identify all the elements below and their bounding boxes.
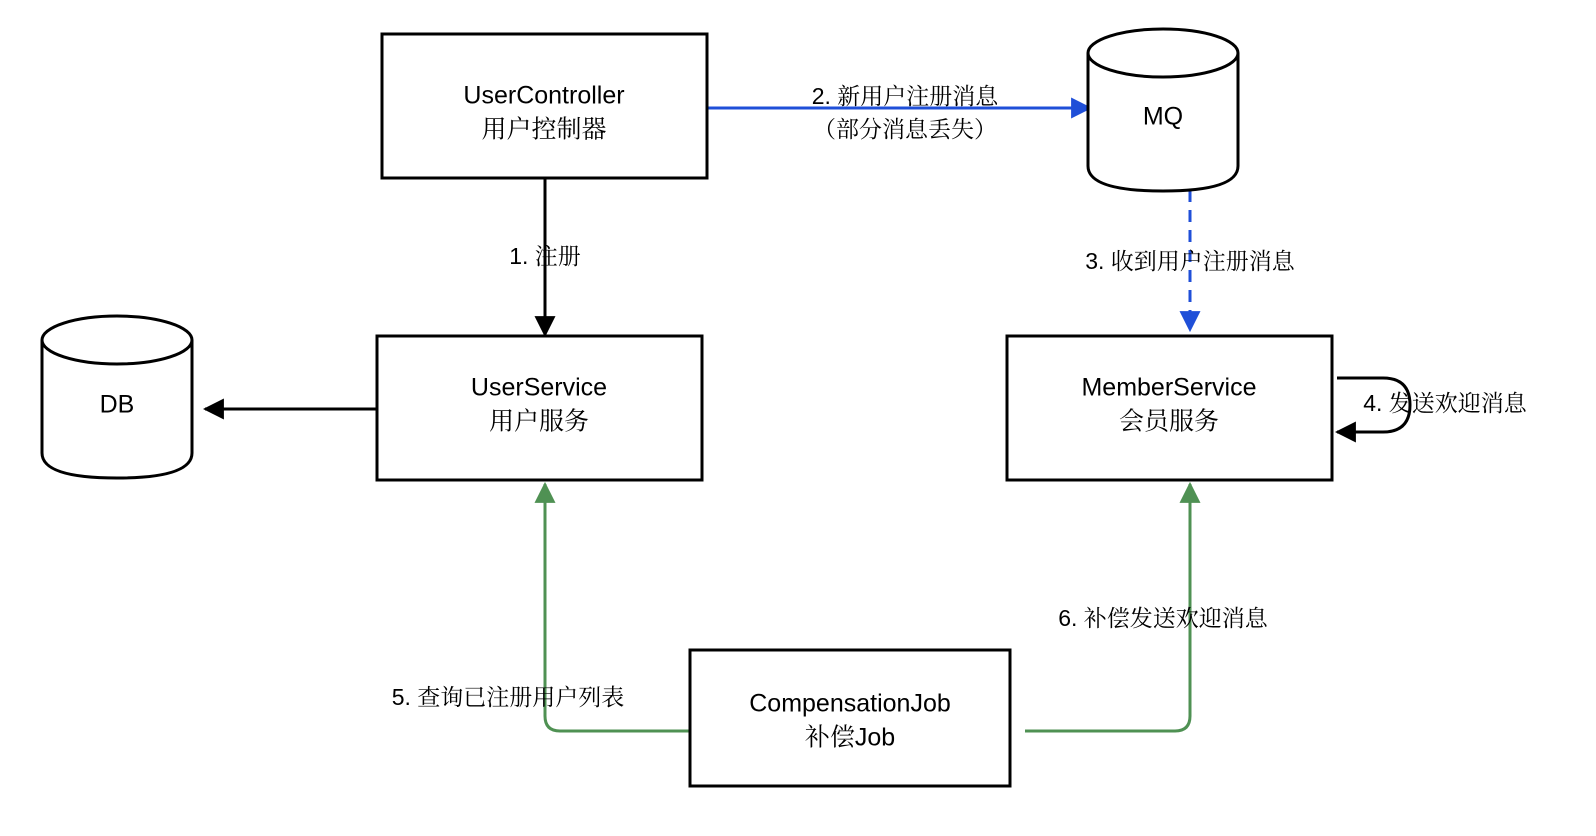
edge-5-label-line1: 5. 查询已注册用户列表 <box>391 684 625 711</box>
node-member-service-label-zh: 会员服务 <box>1118 407 1220 436</box>
node-compensation-job[interactable] <box>690 650 1010 786</box>
edge-5-query-users <box>392 484 700 731</box>
edge-4-label-line1: 4. 发送欢迎消息 <box>1363 390 1527 417</box>
edge-6-label-line1: 6. 补偿发送欢迎消息 <box>1058 605 1268 632</box>
edge-4-send-welcome <box>1337 378 1528 432</box>
node-mq[interactable] <box>1088 29 1238 191</box>
node-user-controller-label-en: UserController <box>463 81 625 110</box>
edge-1-label-line1: 1. 注册 <box>509 243 581 270</box>
edge-3-label-line1: 3. 收到用户注册消息 <box>1085 248 1295 275</box>
node-member-service-label-en: MemberService <box>1081 373 1257 402</box>
node-member-service[interactable] <box>1007 336 1332 480</box>
node-user-service-label-zh: 用户服务 <box>488 407 590 436</box>
edge-2-new-user-message <box>707 83 1090 142</box>
node-user-controller[interactable] <box>382 34 707 178</box>
edge-1-register <box>509 178 581 335</box>
node-compensation-job-label-zh: 补偿Job <box>804 723 896 752</box>
edge-6-compensate-welcome <box>1025 484 1269 731</box>
node-mq-label: MQ <box>1142 102 1184 131</box>
edge-3-received-message <box>1085 190 1296 330</box>
edge-2-label-line1: 2. 新用户注册消息 <box>811 83 999 110</box>
node-user-service-label-en: UserService <box>470 373 608 402</box>
node-user-controller-label-zh: 用户控制器 <box>481 115 607 144</box>
node-user-service[interactable] <box>377 336 702 480</box>
node-db-label: DB <box>99 390 135 419</box>
node-db[interactable] <box>42 316 192 478</box>
node-compensation-job-label-en: CompensationJob <box>749 689 951 718</box>
edge-2-label-line2: （部分消息丢失） <box>813 116 997 143</box>
